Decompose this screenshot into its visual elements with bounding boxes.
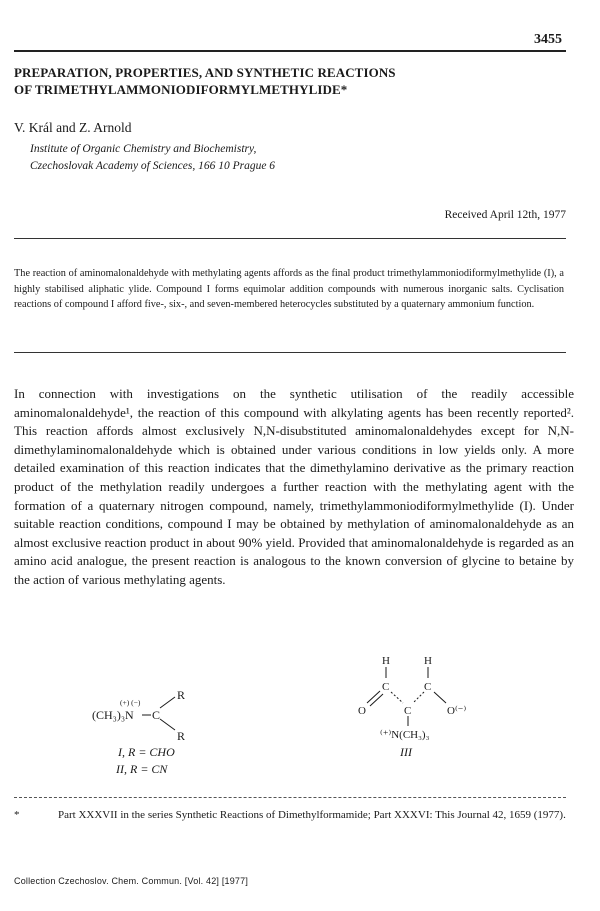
bond-c2-o — [434, 692, 446, 703]
bond-c1-c-center — [391, 692, 403, 703]
bond-c1-o-double — [370, 694, 383, 706]
right-o-right: O⁽⁻⁾ — [447, 705, 467, 717]
footnote-mark: * — [14, 809, 20, 821]
right-h2: H — [424, 655, 432, 667]
left-charges: (+) (−) — [120, 698, 141, 707]
body-paragraph: In connection with investigations on the synthetic utilisation of the readily accessible aminomalonaldehyde¹, the reaction of this compound with alkylating agents has been recently reported². This reaction affords almost exclusively N,N-disubstituted aminomalonaldehydes except for N,N-dimethylaminomalonaldehyde which is obtained under various conditions in low yields only. A more detailed examination of this reaction indicates that the dimethylamino derivative as the primary reaction product of the methylation readily undergoes a further reaction with the methylating agent with the formation of a quaternary nitrogen compound, namely, trimethylammoniodiformylmethylide (I). Under suitable reaction conditions, compound I may be obtained by methylation of aminomalonaldehyde as an almost exclusive reaction product in about 90% yield. Provided that aminomalonaldehyde is regarded as an amino acid analogue, the present reaction is analogous to the known conversion of glycine to betaine by the action of various methylating agents. — [14, 386, 574, 587]
page-number: 3455 — [534, 32, 562, 47]
affiliation-line-2: Czechoslovak Academy of Sciences, 166 10 Prague 6 — [30, 160, 276, 172]
title-line-1: PREPARATION, PROPERTIES, AND SYNTHETIC REACTIONS — [14, 65, 396, 80]
right-c-center: C — [404, 705, 412, 717]
journal-footer: Collection Czechoslov. Chem. Commun. [Vol. 42] [1977] — [14, 876, 249, 886]
affiliation — [30, 141, 275, 175]
header-rule — [14, 50, 566, 52]
structure-drawing — [0, 645, 600, 785]
footnote-rule — [14, 797, 566, 798]
right-h1: H — [382, 655, 390, 667]
footnote — [14, 807, 574, 824]
right-label: III — [400, 745, 412, 759]
bond-c-r-top — [160, 697, 175, 708]
bond-c-r-bottom — [160, 719, 175, 730]
right-nme3: ⁽⁺⁾N(CH₃)₃ — [380, 729, 430, 741]
article-title — [14, 64, 574, 98]
title-line-2: OF TRIMETHYLAMMONIODIFORMYLMETHYLIDE* — [14, 82, 348, 97]
affiliation-line-1: Institute of Organic Chemistry and Biochemistry, — [30, 143, 257, 155]
left-r-top: R — [177, 688, 186, 702]
bond-c2-c-center — [413, 692, 424, 703]
left-carbon: C — [152, 708, 161, 722]
left-label-2: II, R = CN — [116, 762, 168, 776]
footnote-text: Part XXXVII in the series Synthetic Reactions of Dimethylformamide; Part XXXVI: This Journal 42, 1659 (1977). — [58, 809, 566, 821]
left-label-1: I, R = CHO — [118, 745, 175, 759]
bond-c1-o — [367, 691, 380, 703]
right-o-left: O — [358, 705, 366, 717]
abstract: The reaction of aminomalonaldehyde with methylating agents affords as the final product trimethylammoniodiformylmethylide (I), a highly stabilised aliphatic ylide. Compound I forms equimolar addition compounds with numerous inorganic salts. Cyclisation reactions of compound I afford five-, six-, and seven-membered heterocycles substituted by a quaternary ammonium function. — [14, 268, 564, 310]
received-date: Received April 12th, 1977 — [444, 209, 566, 221]
abstract-rule-bottom — [14, 352, 566, 353]
left-amine: (CH₃)₃N — [92, 708, 134, 722]
right-c1: C — [382, 681, 390, 693]
right-c2: C — [424, 681, 432, 693]
left-r-bottom: R — [177, 729, 186, 743]
authors: V. Král and Z. Arnold — [14, 120, 132, 135]
chemical-structures — [0, 645, 600, 785]
abstract-rule-top — [14, 238, 566, 239]
